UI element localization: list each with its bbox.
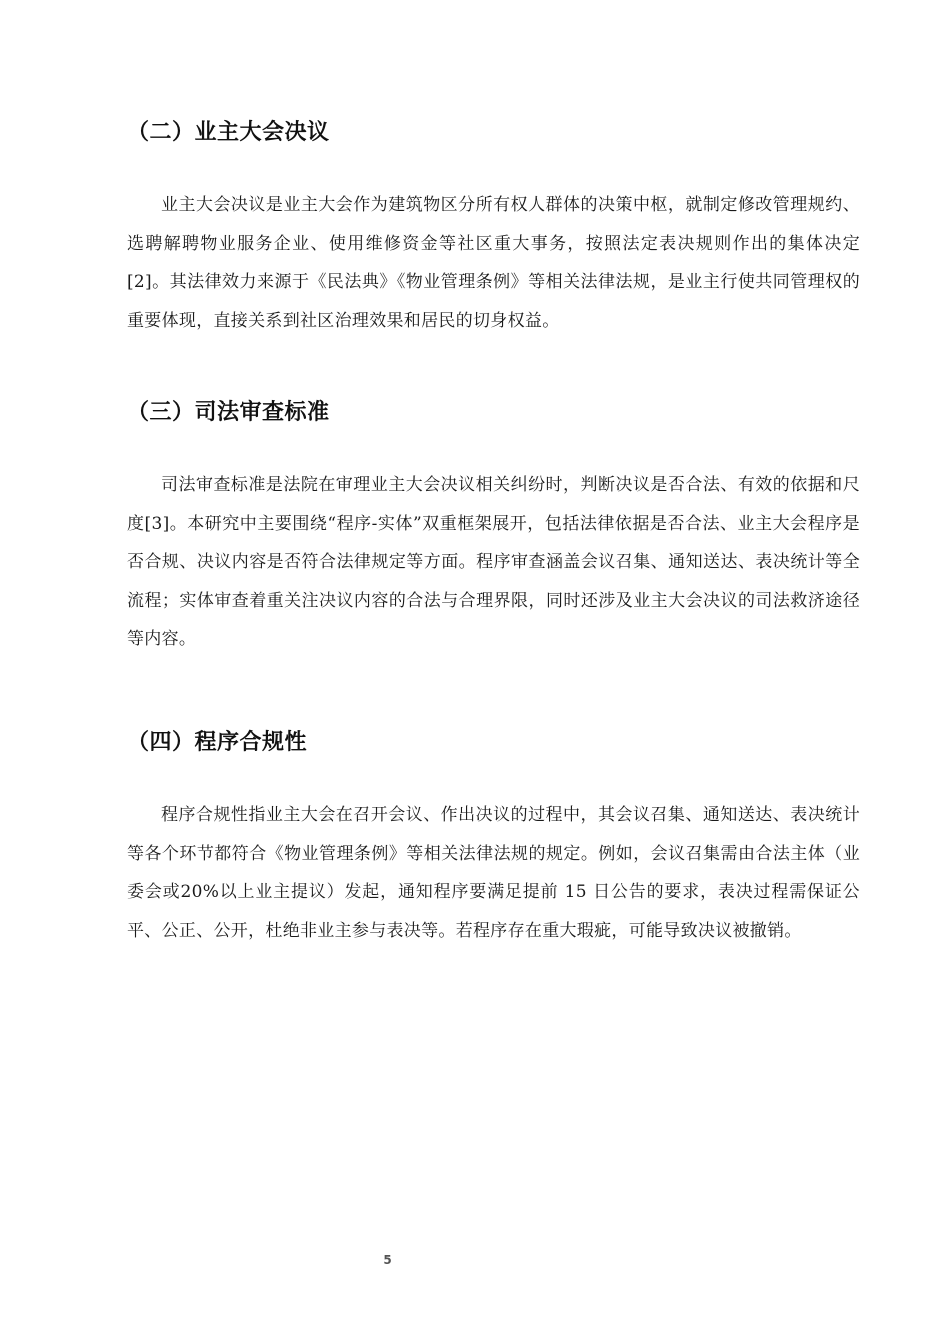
section-owners-assembly-resolution bbox=[127, 118, 860, 340]
section-procedural-compliance bbox=[127, 728, 860, 950]
section-heading: （四）程序合规性 bbox=[127, 730, 308, 755]
section-judicial-review-standard bbox=[127, 398, 860, 659]
section-paragraph: 业主大会决议是业主大会作为建筑物区分所有权人群体的决策中枢，就制定修改管理规约、选聘解聘物业服务企业、使用维修资金等社区重大事务，按照法定表决规则作出的集体决定[2]。其法律效力来源于《民法典》《物业管理条例》等相关法律法规，是业主行使共同管理权的重要体现，直接关系到社区治理效果和居民的切身权益。 bbox=[127, 195, 860, 331]
section-heading: （三）司法审查标准 bbox=[127, 400, 330, 425]
section-paragraph: 司法审查标准是法院在审理业主大会决议相关纠纷时，判断决议是否合法、有效的依据和尺度[3]。本研究中主要围绕“程序-实体”双重框架展开，包括法律依据是否合法、业主大会程序是否合规、决议内容是否符合法律规定等方面。程序审查涵盖会议召集、通知送达、表决统计等全流程；实体审查着重关注决议内容的合法与合理界限，同时还涉及业主大会决议的司法救济途径等内容。 bbox=[127, 475, 860, 649]
section-paragraph: 程序合规性指业主大会在召开会议、作出决议的过程中，其会议召集、通知送达、表决统计等各个环节都符合《物业管理条例》等相关法律法规的规定。例如，会议召集需由合法主体（业委会或20%以上业主提议）发起，通知程序要满足提前 15 日公告的要求，表决过程需保证公平、公正、公开，杜绝非业主参与表决等。若程序存在重大瑕疵，可能导致决议被撤销。 bbox=[127, 805, 860, 941]
page-number: 5 bbox=[383, 1253, 392, 1267]
section-heading: （二）业主大会决议 bbox=[127, 120, 330, 145]
